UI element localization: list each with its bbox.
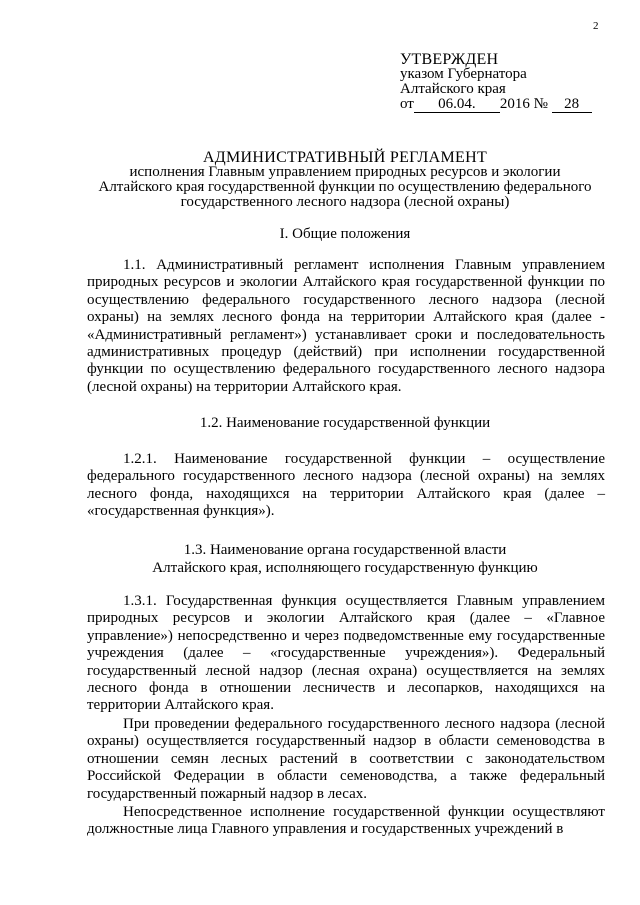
approval-line-2: Алтайского края	[400, 81, 506, 97]
paragraph-1-3-1-supervision: При проведении федерального государственного лесного надзора (лесной охраны) осуществляется государственный надзор в области семеноводства в отношении семян лесных растений в соответствии с законодательством Российской Федерации в области семеноводства, а также федеральный государственный пожарный надзор в лесах.	[87, 716, 605, 802]
section-1-3-heading-line-1: 1.3. Наименование органа государственной власти	[183, 542, 507, 558]
document-title-line-3: государственного лесного надзора (лесной охраны)	[180, 194, 510, 210]
paragraph-1-3-1-execution: Непосредственное исполнение государственной функции осуществляют должностные лица Главного управления и государственных учреждений в	[87, 804, 605, 838]
section-1-2-heading: 1.2. Наименование государственной функции	[199, 415, 491, 431]
page-number: 2	[593, 20, 599, 32]
approval-number: 28	[552, 97, 592, 113]
document-title	[60, 150, 630, 210]
approval-date-value: 06.04.	[414, 97, 500, 113]
document-title-line-2: Алтайского края государственной функции по осуществлению федерального	[98, 179, 592, 195]
approval-line-1: указом Губернатора	[400, 66, 527, 82]
document-title-main: АДМИНИСТРАТИВНЫЙ РЕГЛАМЕНТ	[202, 149, 488, 166]
paragraph-1-2-1: 1.2.1. Наименование государственной функции – осуществление федерального государственного лесного надзора (лесной охраны) на землях лесного фонда, находящихся на территории Алтайского края (далее – «государственная функция»).	[87, 451, 605, 520]
paragraph-1-1: 1.1. Административный регламент исполнения Главным управлением природных ресурсов и экологии Алтайского края государственной функции по осуществлению федерального государственного лесного надзора (лесной охраны) на землях лесного фонда на территории Алтайского края (далее - «Административный регламент») устанавливает сроки и последовательность административных процедур (действий) при исполнении государственной функции по осуществлению федерального государственного лесного надзора (лесной охраны) на территории Алтайского края.	[87, 257, 605, 395]
document-title-line-1: исполнения Главным управлением природных ресурсов и экологии	[129, 164, 561, 180]
section-1-3-heading-line-2: Алтайского края, исполняющего государственную функцию	[152, 560, 538, 576]
approval-year: 2016 №	[499, 96, 548, 112]
approval-date-prefix: от	[400, 96, 414, 112]
approval-date-line	[400, 97, 592, 113]
paragraph-1-3-1: 1.3.1. Государственная функция осуществляется Главным управлением природных ресурсов и экологии Алтайского края (далее – «Главное управление») непосредственно и через подведомственные ему государственные учреждения (далее – «государственные учреждения»). Федеральный государственный лесной надзор (лесная охрана) осуществляется на землях лесного фонда в отношении лесничеств и лесопарков, находящихся на территории Алтайского края.	[87, 593, 605, 714]
approval-block	[400, 52, 592, 113]
section-1-heading: I. Общие положения	[279, 226, 411, 242]
approval-title: УТВЕРЖДЕН	[400, 51, 499, 68]
